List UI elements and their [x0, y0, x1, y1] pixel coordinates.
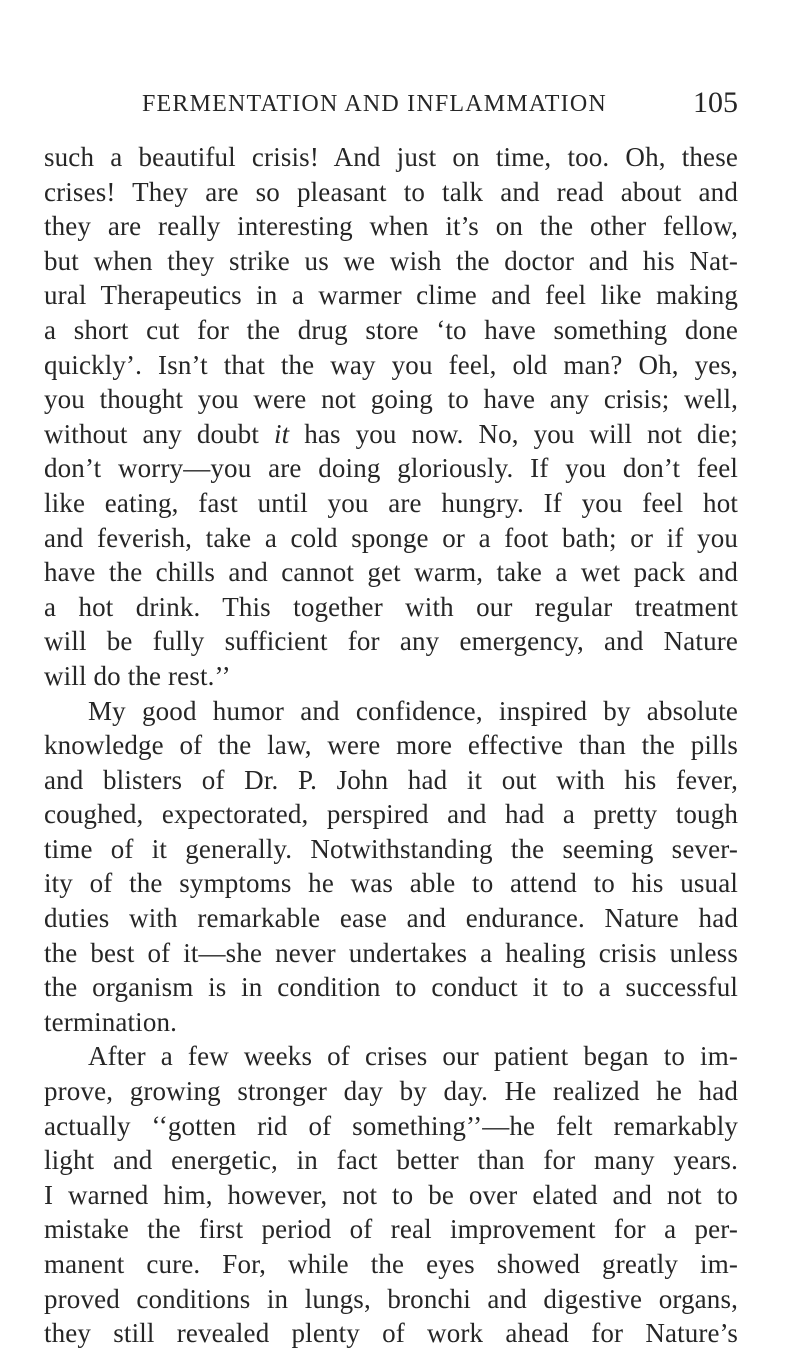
text-line: knowledge of the law, were more effective than the pills — [44, 730, 738, 761]
text-line: My good humor and confidence, inspired by absolute — [88, 695, 738, 726]
text-line: coughed, expectorated, perspired and had a pretty tough — [44, 799, 738, 830]
text-line: they still revealed plenty of work ahead for Nature’s — [44, 1318, 738, 1349]
page-header — [142, 88, 738, 128]
text-line: have the chills and cannot get warm, take a wet pack and — [44, 557, 738, 588]
text-line: time of it generally. Notwithstanding the seeming sever- — [44, 833, 738, 864]
text-line: proved conditions in lungs, bronchi and digestive organs, — [44, 1283, 738, 1314]
text-line: but when they strike us we wish the doctor and his Nat- — [44, 245, 738, 276]
emphasis: it — [274, 418, 290, 449]
text-line: light and energetic, in fact better than for many years. — [44, 1145, 738, 1176]
text-line: you thought you were not going to have any crisis; well, — [44, 384, 738, 415]
text-line: quickly’. Isn’t that the way you feel, old man? Oh, yes, — [44, 349, 738, 380]
text-line: they are really interesting when it’s on the other fellow, — [44, 211, 738, 242]
text-line: a short cut for the drug store ‘to have something done — [44, 314, 738, 345]
text-line: and feverish, take a cold sponge or a foot bath; or if you — [44, 522, 738, 553]
text-line: prove, growing stronger day by day. He realized he had — [44, 1076, 738, 1107]
text-line: After a few weeks of crises our patient began to im- — [88, 1041, 738, 1072]
text-line: I warned him, however, not to be over elated and not to — [44, 1179, 738, 1210]
text-line: a hot drink. This together with our regular treatment — [44, 591, 738, 622]
text-line: and blisters of Dr. P. John had it out with his fever, — [44, 764, 738, 795]
text-line: actually ‘‘gotten rid of something’’—he felt remarkably — [44, 1110, 738, 1141]
text-line: such a beautiful crisis! And just on time, too. Oh, these — [44, 142, 738, 172]
text-line: duties with remarkable ease and endurance. Nature had — [44, 903, 738, 934]
text-line: don’t worry—you are doing gloriously. If you don’t feel — [44, 453, 738, 484]
text-line: ity of the symptoms he was able to attend to his usual — [44, 868, 738, 899]
text-line: will be fully sufficient for any emergency, and Nature — [44, 626, 738, 657]
body-text — [44, 140, 738, 1351]
text-line: will do the rest.’’ — [44, 660, 231, 691]
page-number: 105 — [693, 86, 738, 119]
text-line: manent cure. For, while the eyes showed greatly im- — [44, 1249, 738, 1279]
text-line: termination. — [44, 1006, 178, 1037]
text-line: the best of it—she never undertakes a healing crisis unless — [44, 937, 738, 968]
text-line: crises! They are so pleasant to talk and read about and — [44, 176, 738, 207]
running-head: FERMENTATION AND INFLAMMATION — [142, 91, 607, 117]
text-line: without any doubt it has you now. No, you will not die; — [44, 418, 738, 449]
text-line: the organism is in condition to conduct it to a successful — [44, 972, 738, 1003]
text-line: like eating, fast until you are hungry. If you feel hot — [44, 487, 738, 518]
text-line: ural Therapeutics in a warmer clime and feel like making — [44, 280, 738, 311]
text-line: mistake the first period of real improvement for a per- — [44, 1214, 738, 1245]
